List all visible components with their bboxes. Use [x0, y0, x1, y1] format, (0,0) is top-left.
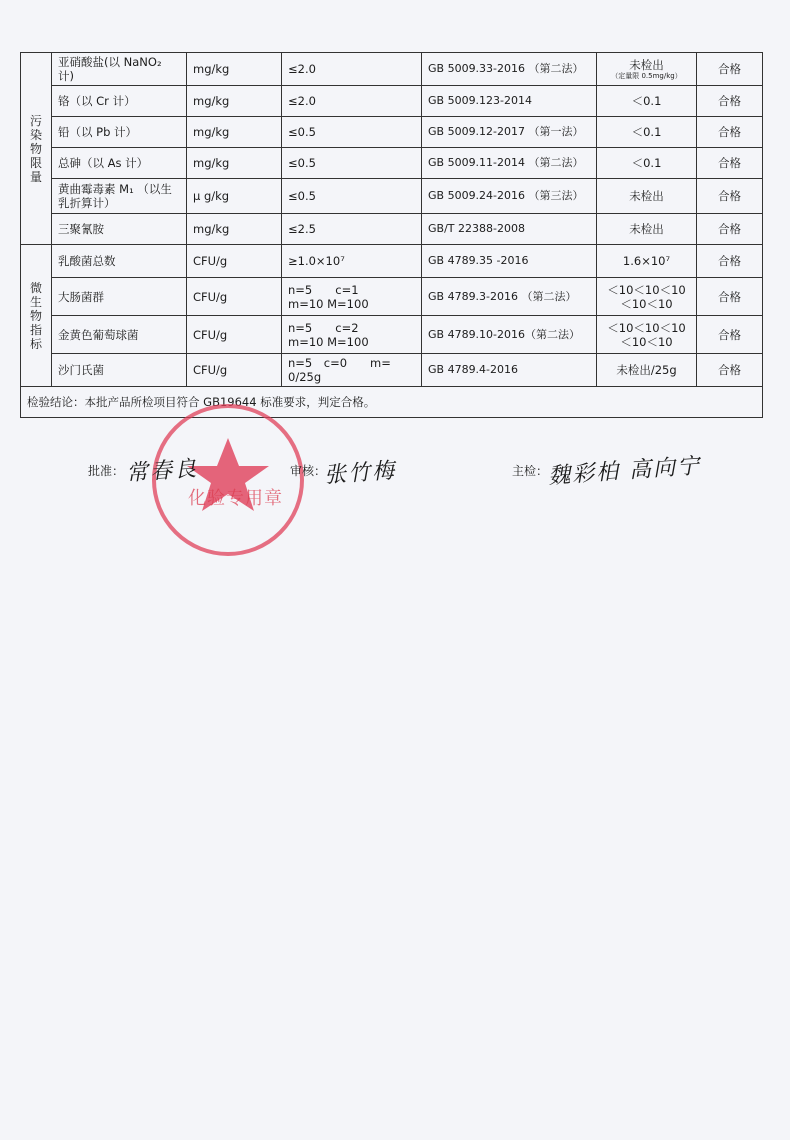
limit-cell: ≤2.0 — [282, 86, 422, 117]
table-row — [21, 86, 763, 117]
unit-cell: CFU/g — [187, 245, 282, 278]
result-cell: 未检出/25g — [597, 354, 697, 387]
item-cell: 铅（以 Pb 计） — [52, 117, 187, 148]
table-row — [21, 354, 763, 387]
item-cell: 金黄色葡萄球菌 — [52, 316, 187, 354]
verdict-cell: 合格 — [697, 354, 763, 387]
result-note: （定量限 0.5mg/kg） — [611, 71, 682, 80]
verdict-cell: 合格 — [697, 278, 763, 316]
unit-cell: mg/kg — [187, 117, 282, 148]
method-cell: GB/T 22388-2008 — [422, 214, 597, 245]
method-cell: GB 4789.10-2016（第二法） — [422, 316, 597, 354]
method-cell: GB 4789.3-2016 （第二法） — [422, 278, 597, 316]
group-microbial-indicators: 微 生 物 指 标 — [21, 245, 52, 387]
item-cell: 乳酸菌总数 — [52, 245, 187, 278]
unit-cell: μ g/kg — [187, 179, 282, 214]
group-contaminant-limits: 污 染 物 限 量 — [21, 53, 52, 245]
limit-cell: n=5 c=1 m=10 M=100 — [282, 278, 422, 316]
approve-label: 批准： — [88, 464, 125, 478]
verdict-cell: 合格 — [697, 117, 763, 148]
verdict-cell: 合格 — [697, 179, 763, 214]
unit-cell: mg/kg — [187, 148, 282, 179]
limit-cell: ≤2.0 — [282, 53, 422, 86]
item-cell: 总砷（以 As 计） — [52, 148, 187, 179]
inspector-signature: 魏彩柏 高向宁 — [547, 453, 702, 490]
item-cell: 大肠菌群 — [52, 278, 187, 316]
item-cell: 沙门氏菌 — [52, 354, 187, 387]
method-cell: GB 4789.4-2016 — [422, 354, 597, 387]
unit-cell: mg/kg — [187, 214, 282, 245]
limit-cell: ≥1.0×10⁷ — [282, 245, 422, 278]
result-cell: ＜0.1 — [597, 86, 697, 117]
inspection-table — [20, 52, 763, 418]
result-cell: ＜10＜10＜10 ＜10＜10 — [597, 316, 697, 354]
unit-cell: mg/kg — [187, 86, 282, 117]
table-row — [21, 179, 763, 214]
item-cell: 铬（以 Cr 计） — [52, 86, 187, 117]
verdict-cell: 合格 — [697, 53, 763, 86]
limit-cell: n=5 c=0 m= 0/25g — [282, 354, 422, 387]
limit-cell: ≤0.5 — [282, 179, 422, 214]
verdict-cell: 合格 — [697, 148, 763, 179]
limit-cell: ≤0.5 — [282, 117, 422, 148]
conclusion-row — [21, 387, 763, 418]
item-cell: 三聚氰胺 — [52, 214, 187, 245]
method-cell: GB 5009.123-2014 — [422, 86, 597, 117]
stamp-label: 化验专用章 — [188, 488, 283, 509]
verdict-cell: 合格 — [697, 86, 763, 117]
unit-cell: mg/kg — [187, 53, 282, 86]
table-row — [21, 245, 763, 278]
table-row — [21, 53, 763, 86]
item-cell: 黄曲霉毒素 M₁ （以生乳折算计） — [52, 179, 187, 214]
table-row — [21, 117, 763, 148]
unit-cell: CFU/g — [187, 354, 282, 387]
verdict-cell: 合格 — [697, 245, 763, 278]
conclusion-text: 检验结论：本批产品所检项目符合 GB19644 标准要求，判定合格。 — [21, 387, 763, 418]
result-cell: 未检出 — [597, 179, 697, 214]
result-cell: 1.6×10⁷ — [597, 245, 697, 278]
result-cell: ＜10＜10＜10 ＜10＜10 — [597, 278, 697, 316]
table-row — [21, 316, 763, 354]
limit-cell: n=5 c=2 m=10 M=100 — [282, 316, 422, 354]
inspector-label: 主检： — [512, 464, 549, 478]
verdict-cell: 合格 — [697, 316, 763, 354]
review-label: 审核： — [290, 464, 327, 478]
item-cell: 亚硝酸盐(以 NaNO₂ 计) — [52, 53, 187, 86]
method-cell: GB 5009.11-2014 （第二法） — [422, 148, 597, 179]
verdict-cell: 合格 — [697, 214, 763, 245]
limit-cell: ≤2.5 — [282, 214, 422, 245]
approve-signature: 常春良 — [125, 456, 199, 487]
unit-cell: CFU/g — [187, 278, 282, 316]
table-row — [21, 214, 763, 245]
method-cell: GB 4789.35 -2016 — [422, 245, 597, 278]
method-cell: GB 5009.12-2017 （第一法） — [422, 117, 597, 148]
method-cell: GB 5009.33-2016 （第二法） — [422, 53, 597, 86]
result-cell: 未检出 （定量限 0.5mg/kg） — [597, 53, 697, 86]
unit-cell: CFU/g — [187, 316, 282, 354]
result-cell: 未检出 — [597, 214, 697, 245]
review-signature: 张竹梅 — [323, 458, 397, 489]
result-cell: ＜0.1 — [597, 117, 697, 148]
table-row — [21, 148, 763, 179]
table-row — [21, 278, 763, 316]
limit-cell: ≤0.5 — [282, 148, 422, 179]
result-cell: ＜0.1 — [597, 148, 697, 179]
method-cell: GB 5009.24-2016 （第三法） — [422, 179, 597, 214]
